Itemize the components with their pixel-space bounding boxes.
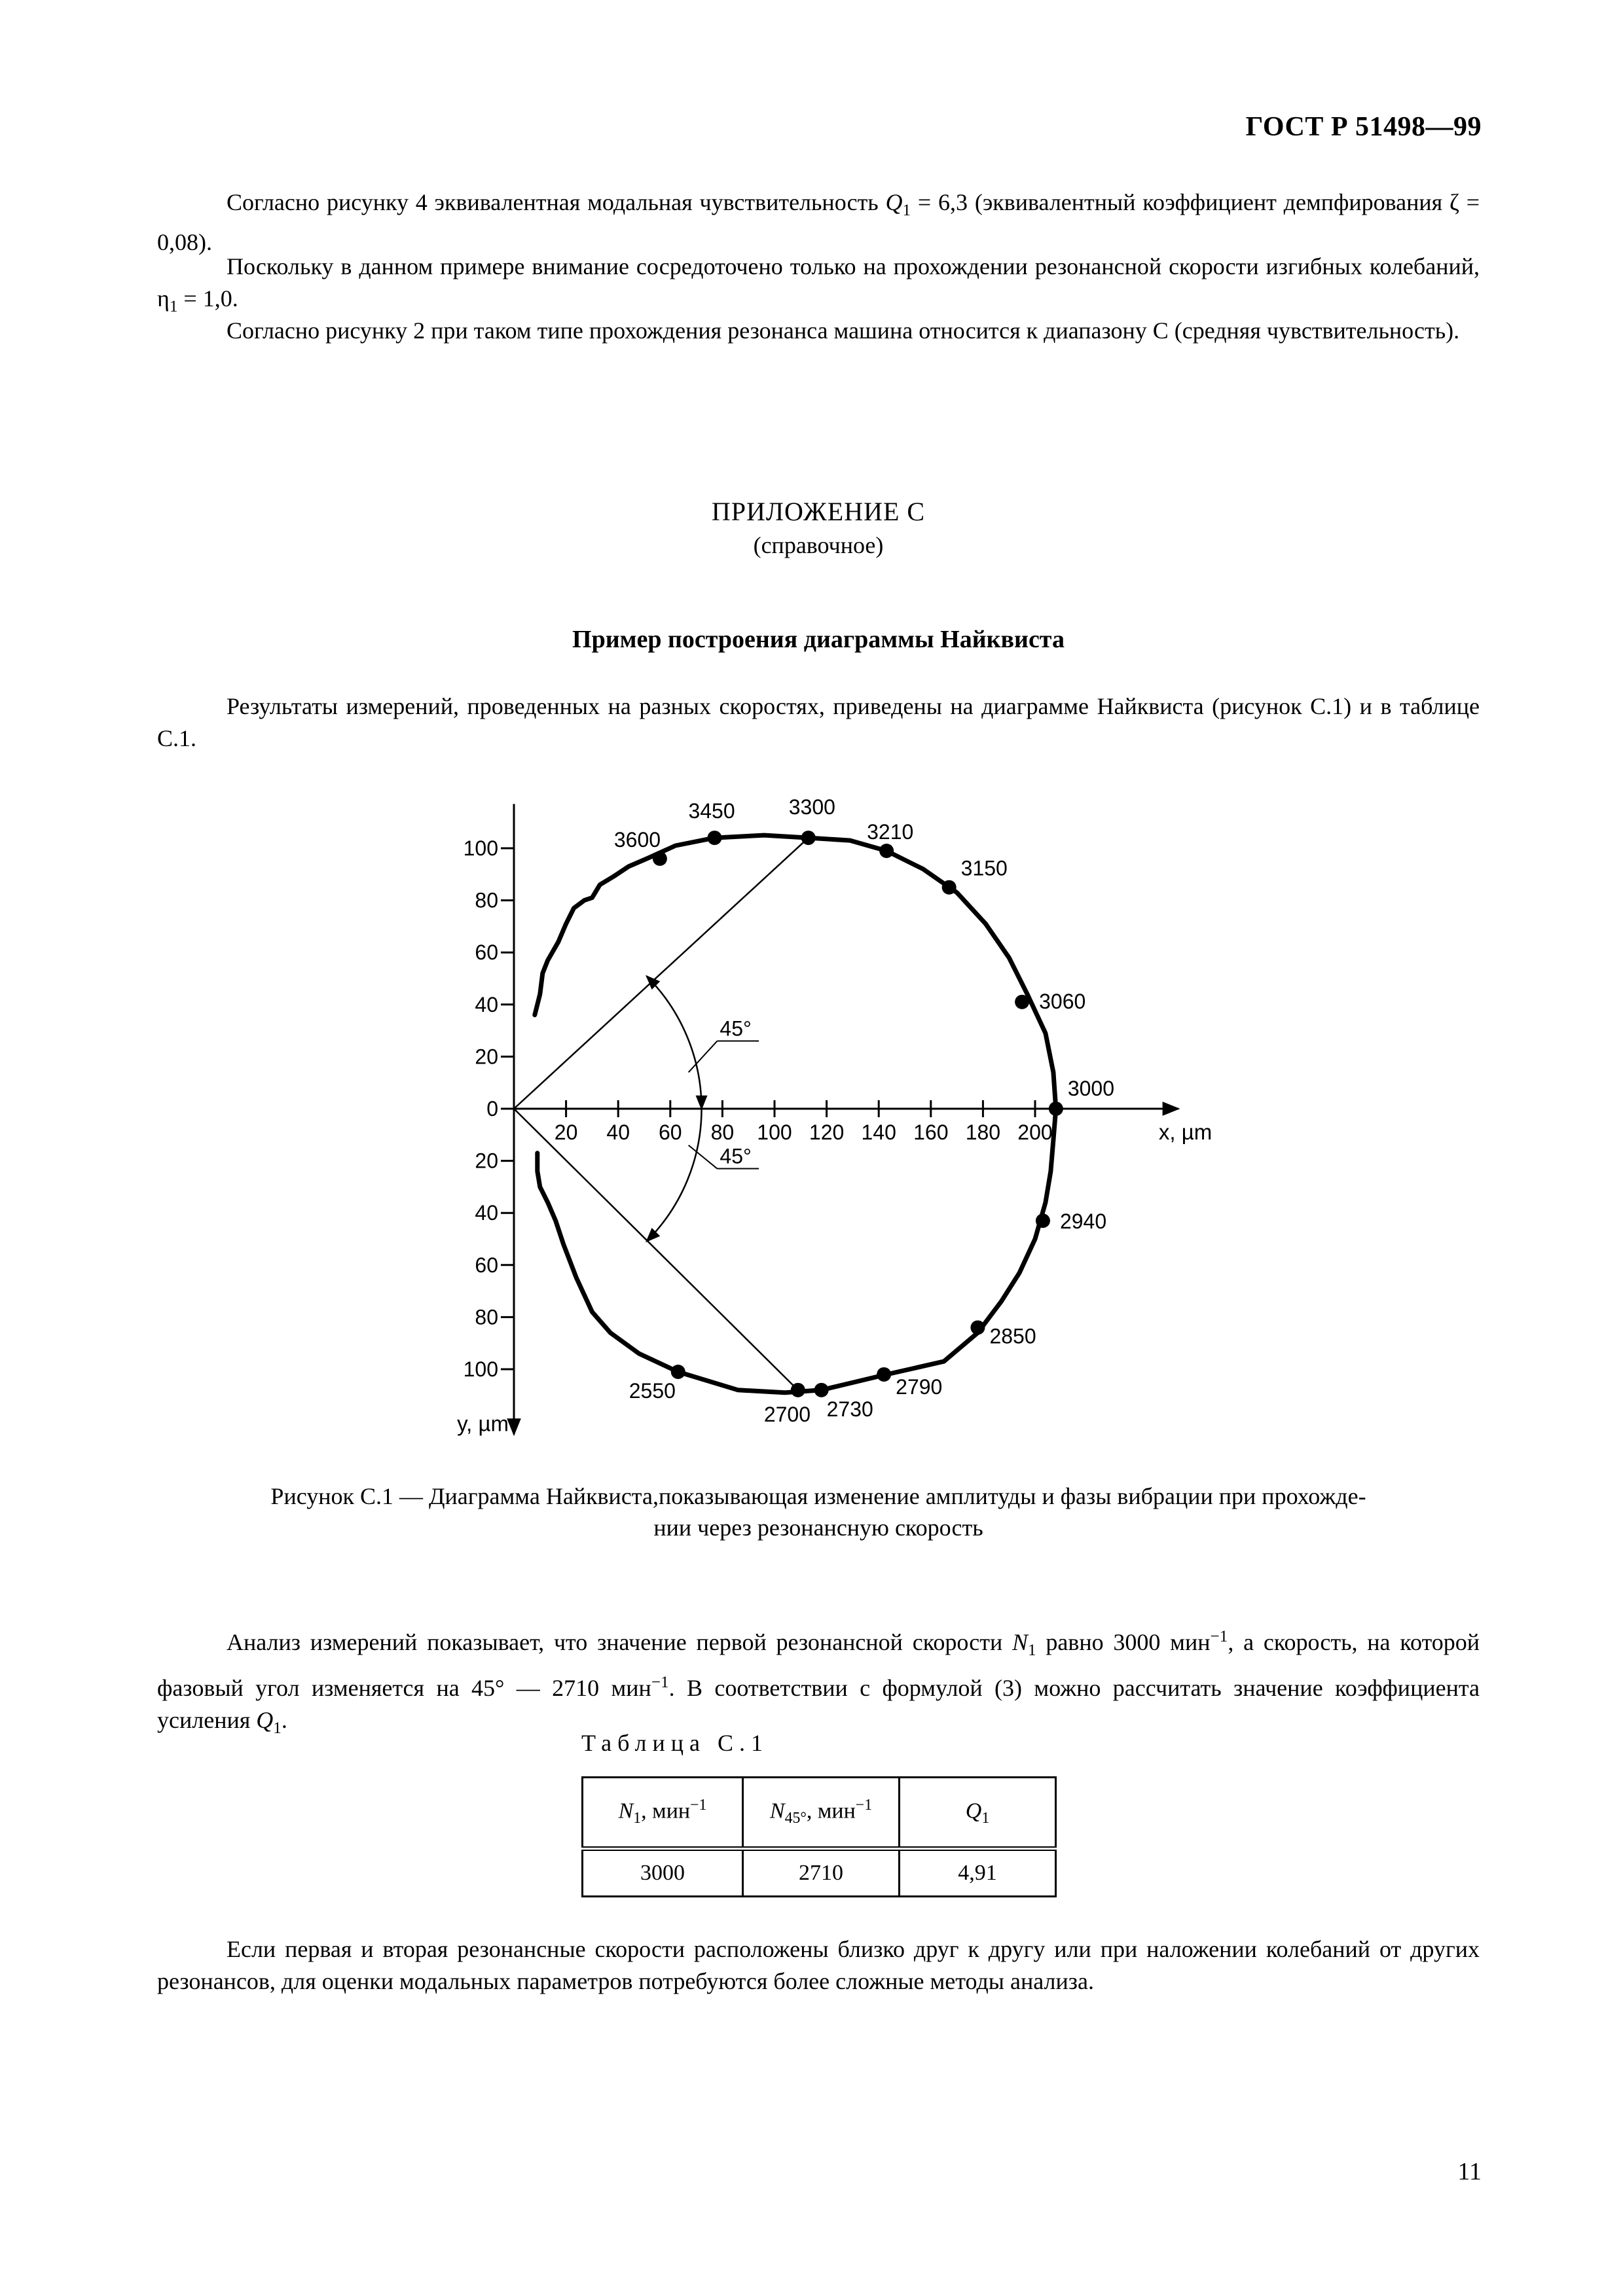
- data-point-label: 3000: [1067, 1077, 1115, 1100]
- y-tick-label: 40: [475, 992, 498, 1016]
- data-point-label: 3060: [1039, 989, 1086, 1013]
- x-tick-label: 100: [757, 1121, 792, 1144]
- table-header-cell: $Q_1$: [900, 1778, 1056, 1849]
- page-number: 11: [1457, 2158, 1482, 2185]
- data-point: [942, 880, 957, 895]
- data-point: [970, 1320, 985, 1335]
- data-point: [814, 1383, 829, 1397]
- table-row: [583, 1849, 1056, 1897]
- symbol-q: Q: [256, 1707, 274, 1734]
- x-tick-label: 200: [1017, 1121, 1053, 1144]
- data-point: [671, 1365, 685, 1379]
- data-point: [877, 1367, 891, 1382]
- data-point: [1036, 1213, 1050, 1228]
- symbol-q: Q: [885, 189, 903, 215]
- x-tick-label: 160: [913, 1121, 949, 1144]
- data-point-label: 2850: [989, 1324, 1036, 1348]
- data-point: [791, 1383, 805, 1397]
- y-tick-label: 20: [475, 1149, 498, 1173]
- table-cell: 4,91: [900, 1849, 1056, 1897]
- nyquist-curve: [535, 835, 1056, 1393]
- y-axis-label: y, µm: [457, 1411, 509, 1436]
- angle-leader: [689, 1041, 718, 1073]
- paragraph-bending-resonance: Поскольку в данном примере внимание сосредоточено только на прохождении резонансной скорости изгибных колебаний, $\eta_1 = 1,0$.: [157, 253, 1480, 316]
- x-tick-label: 140: [861, 1121, 896, 1144]
- appendix-subtitle: (справочное): [753, 532, 884, 558]
- x-tick-label: 20: [554, 1121, 578, 1144]
- data-point: [879, 844, 894, 858]
- data-point: [707, 831, 721, 845]
- angle-label: 45°: [720, 1016, 752, 1041]
- y-tick-label: 20: [475, 1045, 498, 1069]
- x-axis-label: x, µm: [1158, 1120, 1213, 1144]
- symbol-n: N: [1012, 1629, 1029, 1655]
- line-45deg: [514, 1109, 798, 1390]
- data-point-label: 3300: [788, 795, 835, 819]
- paragraph-measurement-results: Результаты измерений, проведенных на разных скоростях, приведены на диаграмме Найквиста (рисунок С.1) и в таблице С.1.: [157, 693, 1480, 751]
- y-tick-label: 100: [463, 836, 498, 860]
- x-tick-label: 80: [710, 1121, 735, 1144]
- nyquist-diagram: [452, 785, 1218, 1479]
- angle-arc-upper: [647, 976, 702, 1109]
- data-point-label: 2790: [896, 1374, 943, 1399]
- figure-caption: Рисунок С.1 — Диаграмма Найквиста,показывающая изменение амплитуды и фазы вибрации при прохожде- нии через резонансную скорость: [270, 1483, 1366, 1541]
- x-tick-label: 60: [659, 1121, 682, 1144]
- symbol-eta: η: [157, 285, 170, 312]
- paragraph-modal-sensitivity: Согласно рисунку 4 эквивалентная модальная чувствительность $Q_1 = 6,3$ (эквивалентный коэффициент демпфирования ζ = 0,08).: [157, 189, 1480, 256]
- results-table: [581, 1776, 1057, 1897]
- table-cell: 3000: [583, 1849, 743, 1897]
- angle-label: 45°: [720, 1144, 752, 1168]
- x-tick-label: 40: [606, 1121, 630, 1144]
- data-point: [653, 852, 667, 866]
- paragraph-analysis: Анализ измерений показывает, что значение первой резонансной скорости $N_1$ равно 3000 мин$^{-1}$, а скорость, на которой фазовый угол изменяется на 45° — 2710 мин$^{-1}$. В соответствии с формулой (3) можно рассчитать значение коэффициента усиления $Q_1$.: [157, 1628, 1480, 1738]
- appendix-title: ПРИЛОЖЕНИЕ С: [711, 497, 926, 526]
- y-tick-label: 80: [475, 888, 498, 912]
- zero-label: 0: [486, 1097, 498, 1121]
- table-cell: 2710: [743, 1849, 900, 1897]
- y-tick-label: 60: [475, 1253, 498, 1277]
- data-point: [1015, 995, 1029, 1009]
- table-title: Таблица С.1: [581, 1730, 769, 1756]
- data-point-label: 3450: [688, 799, 735, 823]
- data-point-label: 2730: [826, 1397, 873, 1421]
- data-point-label: 2700: [763, 1402, 811, 1426]
- table-header-cell: $N_1$, мин$^{-1}$: [583, 1778, 743, 1849]
- x-tick-label: 120: [809, 1121, 845, 1144]
- paragraph-sensitivity-range: Согласно рисунку 2 при таком типе прохождения резонанса машина относится к диапазону С (средняя чувствительность).: [227, 317, 1460, 344]
- data-point-label: 3210: [867, 819, 914, 844]
- y-tick-label: 60: [475, 941, 498, 965]
- table-header-row: [583, 1778, 1056, 1849]
- data-point-label: 3150: [960, 856, 1008, 880]
- data-point-label: 2940: [1059, 1210, 1107, 1234]
- line-45deg: [514, 838, 809, 1109]
- data-point: [801, 831, 816, 845]
- table-header-cell: $N_{45^\circ}$, мин$^{-1}$: [743, 1778, 900, 1849]
- section-title: Пример построения диаграммы Найквиста: [572, 626, 1065, 653]
- y-tick-label: 100: [463, 1357, 498, 1381]
- data-point: [1049, 1102, 1063, 1116]
- y-tick-label: 40: [475, 1201, 498, 1225]
- data-point-label: 2550: [629, 1378, 676, 1403]
- x-tick-label: 180: [965, 1121, 1001, 1144]
- document-code: ГОСТ Р 51498—99: [1245, 112, 1482, 142]
- paragraph-closing: Если первая и вторая резонансные скорости расположены близко друг к другу или при наложении колебаний от других резонансов, для оценки модальных параметров потребуются более сложные методы анализа.: [157, 1936, 1480, 1994]
- data-point-label: 3600: [613, 827, 661, 852]
- y-tick-label: 80: [475, 1305, 498, 1329]
